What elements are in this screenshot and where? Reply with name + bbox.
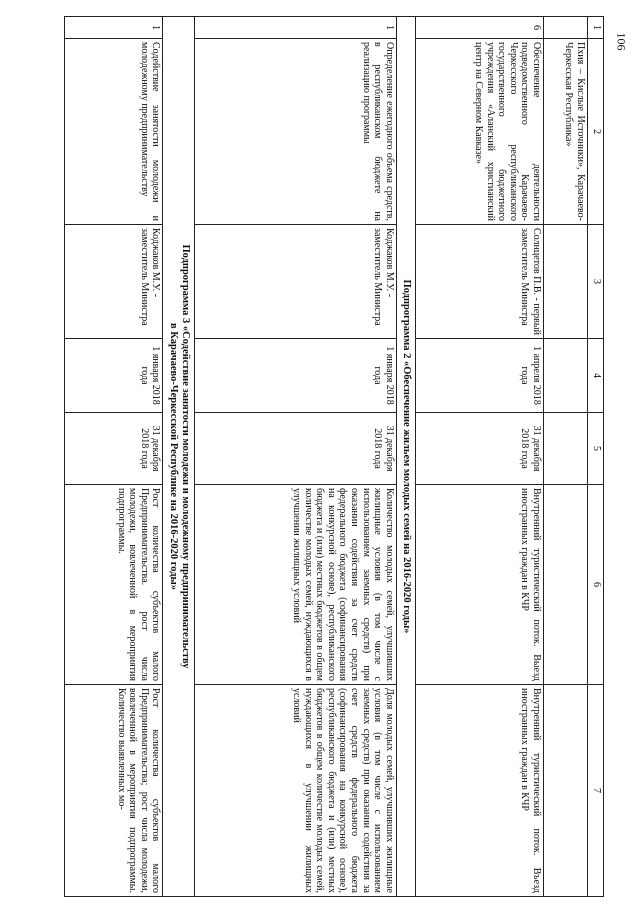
row-number: 1	[65, 17, 163, 39]
measure-name: Определение ежегодного объема средств, в республиканском бюджете на реализацию программы	[194, 39, 396, 225]
start-date	[544, 339, 588, 413]
subprogram-2-title: Подпрограмма 2 «Обеспечение жильем молодых семей на 2016-2020 годы»	[396, 17, 415, 897]
expected-result: Внутренний туристический поток. Выезд иностранных граждан в КЧР	[416, 485, 544, 685]
rotated-sheet	[52, 16, 604, 896]
expected-result	[544, 485, 588, 685]
subprogram-3-title	[163, 17, 194, 897]
measure-name: Содействие занятости молодежи и молодежному предпринимательству	[65, 39, 163, 225]
start-date: 1 апреля 2018 года	[416, 339, 544, 413]
plan-table	[64, 16, 604, 897]
indicator: Рост количества субъектов малого Предпринимательства; рост числа молодежи, вовлеченной в мероприятия подпрограммы. Количество выявленных мо-	[65, 685, 163, 897]
end-date	[544, 413, 588, 485]
subprogram-heading-row	[163, 17, 194, 897]
table-row	[544, 17, 588, 897]
measure-name: Обеспечение деятельности подведомственного Карачаево-Черкесского республиканского государственного бюджетного учреждения «Аланский христианский центр на Северном Кавказе»	[416, 39, 544, 225]
indicator: Доля молодых семей, улучшивших жилищные условия (в том числе с использованием заемных средств) при оказании содействия за счет средств федерального бюджета (софинансирования на конкурсной основе), республиканского бюджета и (или) местных бюджетов в общем количестве молодых семей, нуждающихся в улучшении жилищных условий	[194, 685, 396, 897]
table-row	[194, 17, 396, 897]
responsible: Коджаков М.У. - заместитель Министра	[194, 225, 396, 339]
indicator	[544, 685, 588, 897]
column-number-2: 2	[588, 39, 604, 225]
measure-name: Пхия – Кислые Источники», Карачаево-Черкесская Республика»	[544, 39, 588, 225]
row-number	[544, 17, 588, 39]
indicator: Внутренний туристический поток. Въезд иностранных граждан в КЧР	[416, 685, 544, 897]
subprogram-3-title-line2: в Карачаево-Черкесской Республике на 2016-2020 годы»	[167, 323, 179, 590]
expected-result: Рост количества субъектов малого Предпринимательства. рост числа молодежи, вовлеченной в мероприятия подпрограммы.	[65, 485, 163, 685]
column-number-5: 5	[588, 413, 604, 485]
end-date: 31 декабря 2018 года	[416, 413, 544, 485]
column-number-6: 6	[588, 485, 604, 685]
expected-result: Количество молодых семей, улучшивших жилищные условия (в том числе с использованием заемных средств) при оказании содействия за счет средств федерального бюджета (софинансирования на конкурсной основе), республиканского бюджета и (или) местных бюджетов в общем количестве молодых семей, нуждающихся в улучшении жилищных условий	[194, 485, 396, 685]
subprogram-3-title-line1: Подпрограмма 3 «Содействие занятости молодежи и молодежному предпринимательству	[179, 244, 191, 669]
end-date: 31 декабря 2018 года	[65, 413, 163, 485]
responsible: Солнцетов П.В. - первый заместитель Министра	[416, 225, 544, 339]
column-number-1: 1	[588, 17, 604, 39]
responsible: Коджаков М.У. - заместитель Министра	[65, 225, 163, 339]
row-number: 6	[416, 17, 544, 39]
column-number-row	[588, 17, 604, 897]
start-date: 1 января 2018 года	[65, 339, 163, 413]
page-number: 106	[614, 32, 629, 51]
table-row	[65, 17, 163, 897]
column-number-4: 4	[588, 339, 604, 413]
column-number-3: 3	[588, 225, 604, 339]
row-number: 1	[194, 17, 396, 39]
end-date: 31 декабря 2018 года	[194, 413, 396, 485]
table-row	[416, 17, 544, 897]
column-number-7: 7	[588, 685, 604, 897]
start-date: 1 января 2018 года	[194, 339, 396, 413]
responsible	[544, 225, 588, 339]
subprogram-heading-row	[396, 17, 415, 897]
